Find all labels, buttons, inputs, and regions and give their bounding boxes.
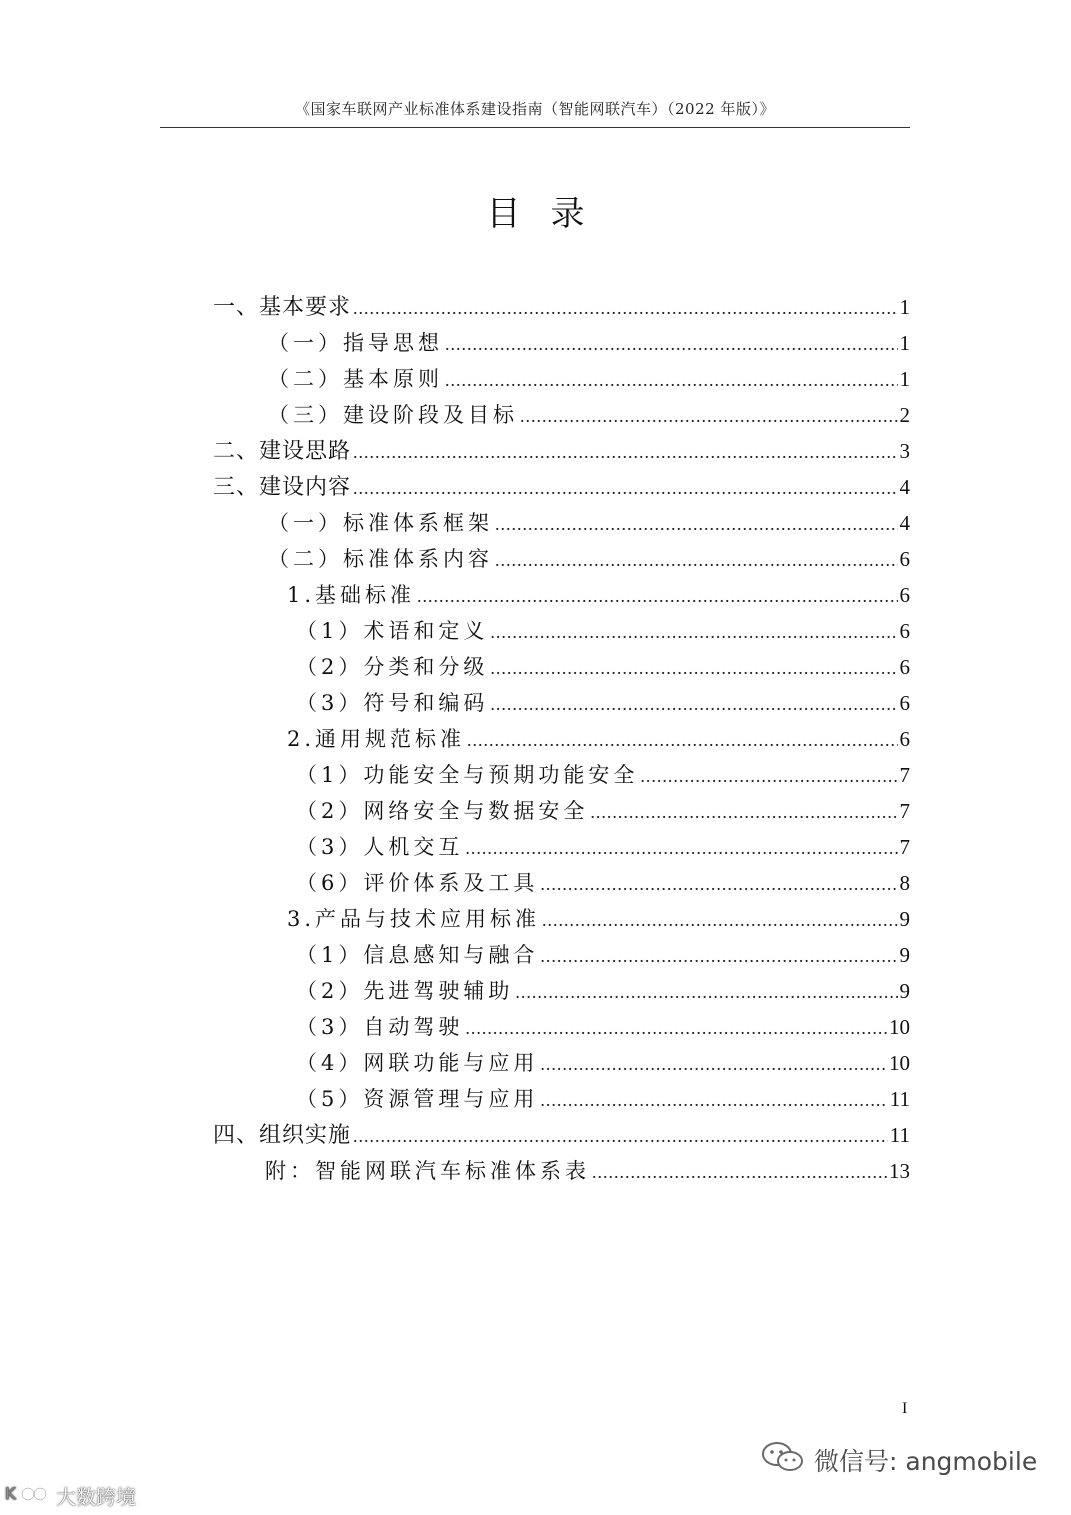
toc-entry-evaluation-tools[interactable] — [296, 866, 910, 900]
toc-entry-page: 7 — [899, 763, 910, 787]
toc-leader-dots — [467, 723, 897, 757]
wechat-icon — [760, 1440, 806, 1480]
toc-entry-label: （1）信息感知与融合 — [296, 943, 539, 967]
toc-entry-cyber-data-security[interactable] — [296, 794, 910, 828]
toc-entry-label: 四、组织实施 — [213, 1123, 352, 1148]
toc-entry-page: 13 — [889, 1159, 910, 1183]
toc-entry-page: 6 — [899, 727, 910, 751]
toc-entry-hmi[interactable] — [296, 830, 910, 864]
toc-entry-label: （1）功能安全与预期功能安全 — [296, 763, 639, 787]
toc-leader-dots — [353, 1119, 888, 1153]
toc-leader-dots — [465, 1011, 887, 1045]
toc-leader-dots — [465, 831, 897, 865]
toc-leader-dots — [490, 615, 897, 649]
toc-entry-page: 11 — [889, 1123, 910, 1147]
toc-leader-dots — [445, 363, 898, 397]
wechat-watermark — [760, 1440, 1037, 1480]
toc-leader-dots — [490, 687, 897, 721]
toc-entry-basic-standards[interactable] — [287, 578, 910, 612]
toc-entry-autonomous-driving[interactable] — [296, 1010, 910, 1044]
toc-leader-dots — [520, 399, 898, 433]
toc-entry-page: 6 — [899, 547, 910, 571]
toc-entry-construction-content[interactable] — [213, 470, 910, 504]
toc-entry-page: 4 — [899, 475, 910, 499]
toc-leader-dots — [495, 507, 898, 541]
toc-entry-page: 1 — [899, 331, 910, 355]
toc-entry-product-tech-standards[interactable] — [287, 902, 910, 936]
toc-entry-basic-principles[interactable] — [268, 362, 910, 396]
toc-entry-page: 2 — [899, 403, 910, 427]
toc-entry-implementation[interactable] — [213, 1118, 910, 1152]
toc-entry-page: 7 — [899, 799, 910, 823]
toc-entry-label: （2）分类和分级 — [296, 655, 489, 679]
running-header: 《国家车联网产业标准体系建设指南（智能网联汽车）（2022 年版）》 — [295, 100, 775, 118]
toc-leader-dots — [590, 795, 897, 829]
toc-entry-label: （6）评价体系及工具 — [296, 871, 539, 895]
toc-entry-label: （1）术语和定义 — [296, 619, 489, 643]
toc-leader-dots — [542, 903, 897, 937]
toc-leader-dots — [592, 1155, 887, 1189]
toc-entry-perception-fusion[interactable] — [296, 938, 910, 972]
toc-leader-dots — [515, 975, 897, 1009]
brand-logo-icon — [4, 1481, 50, 1510]
toc-entry-basic-requirements[interactable] — [213, 290, 910, 324]
toc-leader-dots — [540, 939, 897, 973]
toc-entry-label: 三、建设内容 — [213, 475, 352, 500]
header-divider — [160, 127, 910, 128]
toc-entry-label: （5）资源管理与应用 — [296, 1087, 539, 1111]
toc-entry-label: （2）先进驾驶辅助 — [296, 979, 514, 1003]
toc-leader-dots — [353, 291, 897, 325]
toc-entry-page: 9 — [899, 907, 910, 931]
toc-entry-label: （2）网络安全与数据安全 — [296, 799, 589, 823]
toc-leader-dots — [417, 579, 897, 613]
toc-entry-label: （一）标准体系框架 — [268, 511, 493, 535]
toc-entry-appendix[interactable] — [265, 1154, 910, 1188]
toc-entry-label: （二）标准体系内容 — [268, 547, 493, 571]
toc-entry-label: （二）基本原则 — [268, 367, 443, 391]
toc-entry-label: 3.产品与技术应用标准 — [287, 907, 541, 931]
toc-entry-label: 一、基本要求 — [213, 295, 352, 320]
toc-entry-label: （3）符号和编码 — [296, 691, 489, 715]
toc-entry-system-content[interactable] — [268, 542, 910, 576]
toc-entry-stages-and-goals[interactable] — [268, 398, 910, 432]
toc-entry-terms-definitions[interactable] — [296, 614, 910, 648]
toc-leader-dots — [540, 867, 897, 901]
toc-leader-dots — [640, 759, 897, 793]
toc-entry-page: 6 — [899, 691, 910, 715]
toc-entry-guiding-ideology[interactable] — [268, 326, 910, 360]
toc-entry-connected-functions[interactable] — [296, 1046, 910, 1080]
toc-entry-label: 附：智能网联汽车标准体系表 — [265, 1159, 590, 1183]
toc-entry-page: 8 — [899, 871, 910, 895]
toc-leader-dots — [353, 471, 897, 505]
toc-entry-label: 2.通用规范标准 — [287, 727, 466, 751]
toc-entry-page: 1 — [899, 295, 910, 319]
toc-entry-label: 二、建设思路 — [213, 439, 352, 464]
brand-name: 大数跨境 — [56, 1484, 136, 1509]
toc-leader-dots — [445, 327, 898, 361]
toc-leader-dots — [495, 543, 898, 577]
toc-entry-page: 10 — [889, 1051, 910, 1075]
toc-entry-symbols-coding[interactable] — [296, 686, 910, 720]
toc-entry-general-standards[interactable] — [287, 722, 910, 756]
page-title: 目录 — [486, 194, 615, 234]
toc-entry-label: （三）建设阶段及目标 — [268, 403, 518, 427]
toc-leader-dots — [353, 435, 897, 469]
toc-entry-label: （3）人机交互 — [296, 835, 464, 859]
toc-entry-page: 10 — [889, 1015, 910, 1039]
toc-entry-resource-management[interactable] — [296, 1082, 910, 1116]
toc-entry-label: 1.基础标准 — [287, 583, 416, 607]
toc-leader-dots — [490, 651, 897, 685]
toc-entry-page: 9 — [899, 943, 910, 967]
toc-entry-functional-safety[interactable] — [296, 758, 910, 792]
wechat-id-text: 微信号: angmobile — [814, 1447, 1038, 1476]
page-number: I — [902, 1400, 908, 1417]
toc-entry-page: 6 — [899, 619, 910, 643]
toc-entry-label: （4）网联功能与应用 — [296, 1051, 539, 1075]
toc-entry-construction-approach[interactable] — [213, 434, 910, 468]
toc-entry-framework[interactable] — [268, 506, 910, 540]
svg-text:K: K — [5, 1483, 16, 1503]
source-watermark — [4, 1480, 136, 1510]
toc-entry-label: （3）自动驾驶 — [296, 1015, 464, 1039]
toc-entry-page: 7 — [899, 835, 910, 859]
toc-entry-page: 4 — [899, 511, 910, 535]
toc-entry-page: 9 — [899, 979, 910, 1003]
toc-leader-dots — [540, 1083, 887, 1117]
toc-entry-page: 11 — [889, 1087, 910, 1111]
toc-entry-page: 6 — [899, 583, 910, 607]
toc-entry-page: 6 — [899, 655, 910, 679]
toc-entry-classification-grading[interactable] — [296, 650, 910, 684]
toc-entry-page: 3 — [899, 439, 910, 463]
toc-entry-adas[interactable] — [296, 974, 910, 1008]
toc-entry-page: 1 — [899, 367, 910, 391]
toc-leader-dots — [540, 1047, 887, 1081]
toc-entry-label: （一）指导思想 — [268, 331, 443, 355]
